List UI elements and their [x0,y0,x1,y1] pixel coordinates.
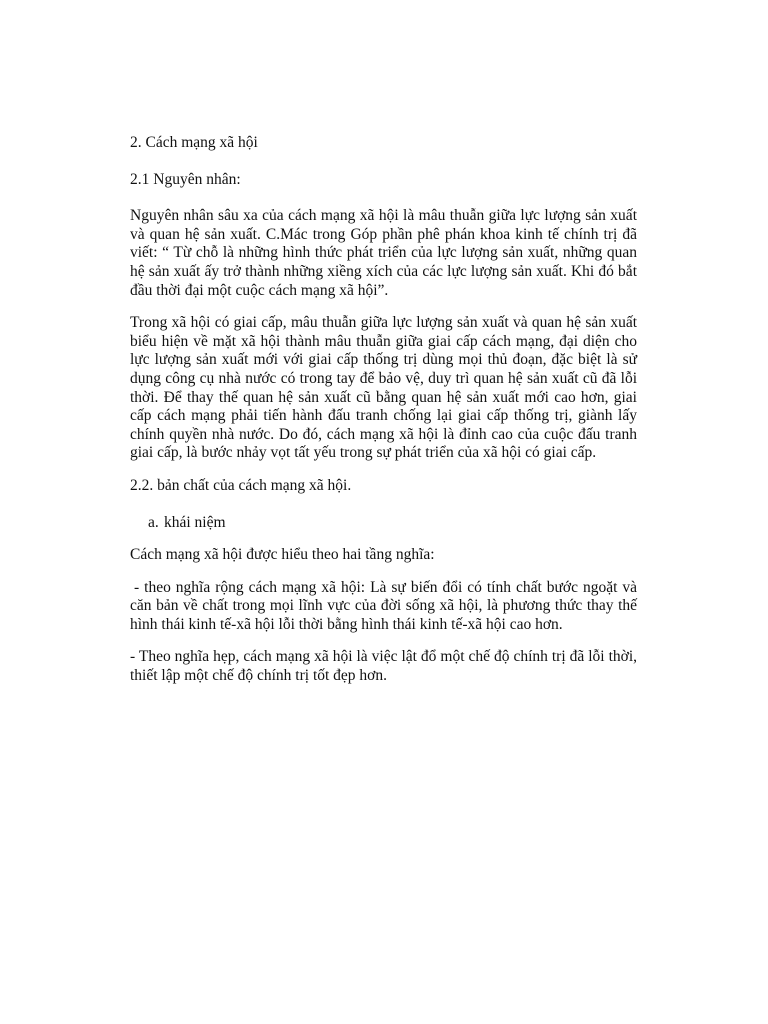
paragraph-cause-1: Nguyên nhân sâu xa của cách mạng xã hội là mâu thuẫn giữa lực lượng sản xuất và quan hệ sản xuất. C.Mác trong Góp phần phê phán khoa kinh tế chính trị đã viết: “ Từ chỗ là những hình thức phát triển của lực lượng sản xuất, những quan hệ sản xuất ấy trở thành những xiềng xích của các lực lượng sản xuất. Khi đó bắt đầu thời đại một cuộc cách mạng xã hội”. [130,207,637,299]
subsection-heading-cause: 2.1 Nguyên nhân: [130,170,241,188]
document-page [130,134,637,700]
paragraph-broad-sense: - theo nghĩa rộng cách mạng xã hội: Là sự biến đổi có tính chất bước ngoặt và căn bản về chất trong mọi lĩnh vực của đời sống xã hội, là phương thức thay thế hình thái kinh tế-xã hội lỗi thời bằng hình thái kinh tế-xã hội cao hơn. [130,578,637,633]
list-marker: a. [148,513,159,531]
list-item-label: khái niệm [164,513,226,531]
paragraph-two-senses: Cách mạng xã hội được hiểu theo hai tầng nghĩa: [130,546,435,564]
paragraph-cause-2: Trong xã hội có giai cấp, mâu thuẫn giữa lực lượng sản xuất và quan hệ sản xuất biểu hiện về mặt xã hội thành mâu thuẫn giữa giai cấp cách mạng, đại diện cho lực lượng sản xuất mới với giai cấp thống trị dùng mọi thủ đoạn, đặc biệt là sử dụng công cụ nhà nước có trong tay để bảo vệ, duy trì quan hệ sản xuất cũ đã lỗi thời. Để thay thế quan hệ sản xuất cũ bằng quan hệ sản xuất mới cao hơn, giai cấp cách mạng phải tiến hành đấu tranh chống lại giai cấp thống trị, giành lấy chính quyền nhà nước. Do đó, cách mạng xã hội là đỉnh cao của cuộc đấu tranh giai cấp, là bước nhảy vọt tất yếu trong sự phát triển của xã hội có giai cấp. [130,314,637,462]
list-item-concept [148,514,637,533]
section-heading: 2. Cách mạng xã hội [130,134,258,151]
paragraph-narrow-sense: - Theo nghĩa hẹp, cách mạng xã hội là việc lật đổ một chế độ chính trị đã lỗi thời, thiết lập một chế độ chính trị tốt đẹp hơn. [130,648,637,685]
subsection-heading-nature: 2.2. bản chất của cách mạng xã hội. [130,476,352,494]
